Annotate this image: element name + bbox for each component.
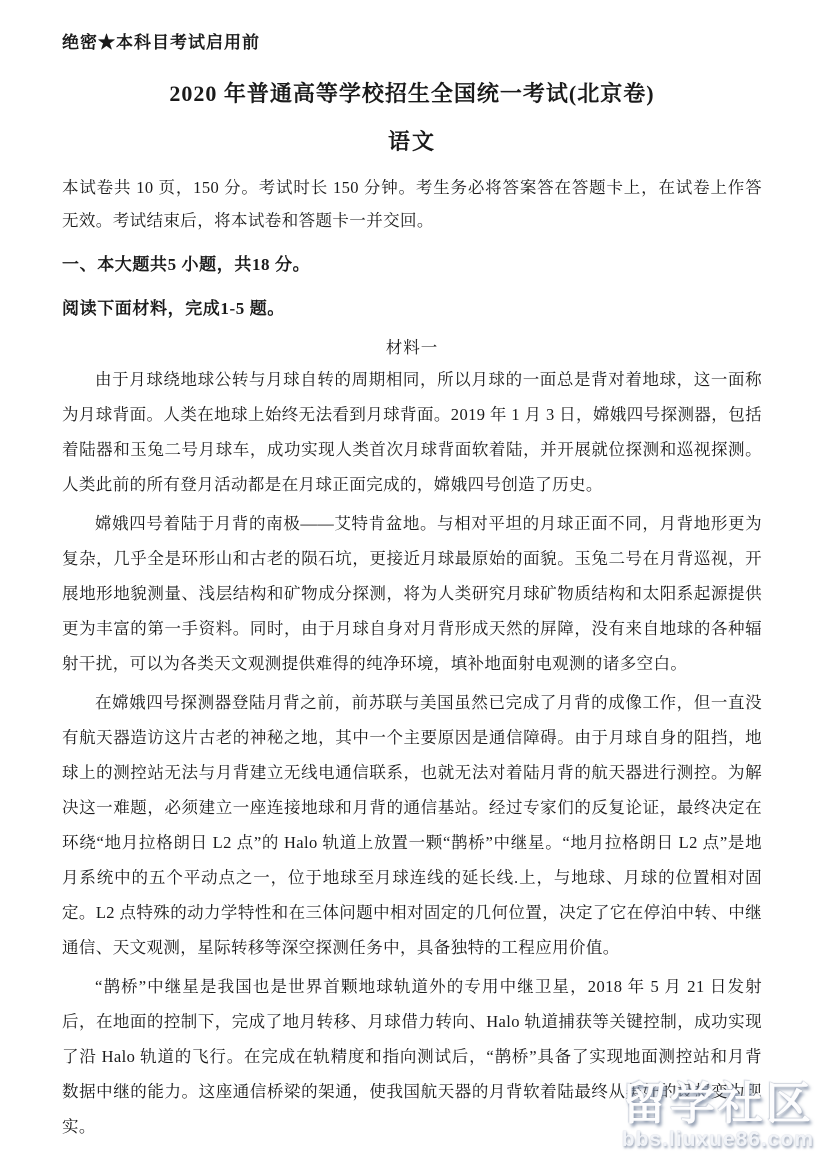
exam-title: 2020 年普通高等学校招生全国统一考试(北京卷) <box>169 81 655 106</box>
material-paragraph-2: 嫦娥四号着陆于月背的南极——艾特肯盆地。与相对平坦的月球正面不同，月背地形更为复杂，几乎全是环形山和古老的陨石坑，更接近月球最原始的面貌。玉兔二号在月背巡视，开展地形地貌测量、浅层结构和矿物成分探测，将为人类研究月球矿物质结构和太阳系起源提供更为丰富的第一手资料。同时，由于月球自身对月背形成天然的屏障，没有来自地球的各种辐射干扰，可以为各类天文观测提供难得的纯净环境，填补地面射电观测的诸多空白。 <box>62 514 762 673</box>
exam-instructions: 本试卷共 10 页，150 分。考试时长 150 分钟。考生务必将答案答在答题卡上，在试卷上作答无效。考试结束后，将本试卷和答题卡一并交回。 <box>62 178 762 230</box>
classification-banner: 绝密★本科目考试启用前 <box>62 33 260 52</box>
material-paragraph-1: 由于月球绕地球公转与月球自转的周期相同，所以月球的一面总是背对着地球，这一面称为月球背面。人类在地球上始终无法看到月球背面。2019 年 1 月 3 日，嫦娥四号探测器，包括着陆器和玉兔二号月球车，成功实现人类首次月球背面软着陆，并开展就位探测和巡视探测。人类此前的所有登月活动都是在月球正面完成的，嫦娥四号创造了历史。 <box>62 370 762 494</box>
watermark-logo-text: 留学社区 <box>621 1078 814 1129</box>
watermark-url-text: bbs.liuxue86.com <box>621 1128 814 1151</box>
section-heading: 一、本大题共5 小题，共18 分。 <box>62 255 311 274</box>
material-paragraph-3: 在嫦娥四号探测器登陆月背之前，前苏联与美国虽然已完成了月背的成像工作，但一直没有航天器造访这片古老的神秘之地，其中一个主要原因是通信障碍。由于月球自身的阻挡，地球上的测控站无法与月背建立无线电通信联系，也就无法对着陆月背的航天器进行测控。为解决这一难题，必须建立一座连接地球和月背的通信基站。经过专家们的反复论证，最终决定在环绕“地月拉格朗日 L2 点”的 Halo 轨道上放置一颗“鹊桥”中继星。“地月拉格朗日 L2 点”是地月系统中的五个平动点之一，位于地球至月球连线的延长线.上，与地球、月球的位置相对固定。L2 点特殊的动力学特性和在三体问题中相对固定的几何位置，决定了它在停泊中转、中继通信、天文观测，星际转移等深空探测任务中，具备独特的工程应用价值。 <box>62 693 762 957</box>
material-paragraph-4: “鹊桥”中继星是我国也是世界首颗地球轨道外的专用中继卫星，2018 年 5 月 21 日发射后，在地面的控制下，完成了地月转移、月球借力转向、Halo 轨道捕获等关键控制，成功实现了沿 Halo 轨道的飞行。在完成在轨精度和指向测试后，“鹊桥”具备了实现地面测控站和月背数据中继的能力。这座通信桥梁的架通，使我国航天器的月背软着陆最终从美好的设想变为现实。 <box>62 977 762 1136</box>
subject-title: 语文 <box>387 129 436 154</box>
reading-instruction: 阅读下面材料，完成1-5 题。 <box>62 299 285 318</box>
material-title: 材料一 <box>385 338 439 357</box>
